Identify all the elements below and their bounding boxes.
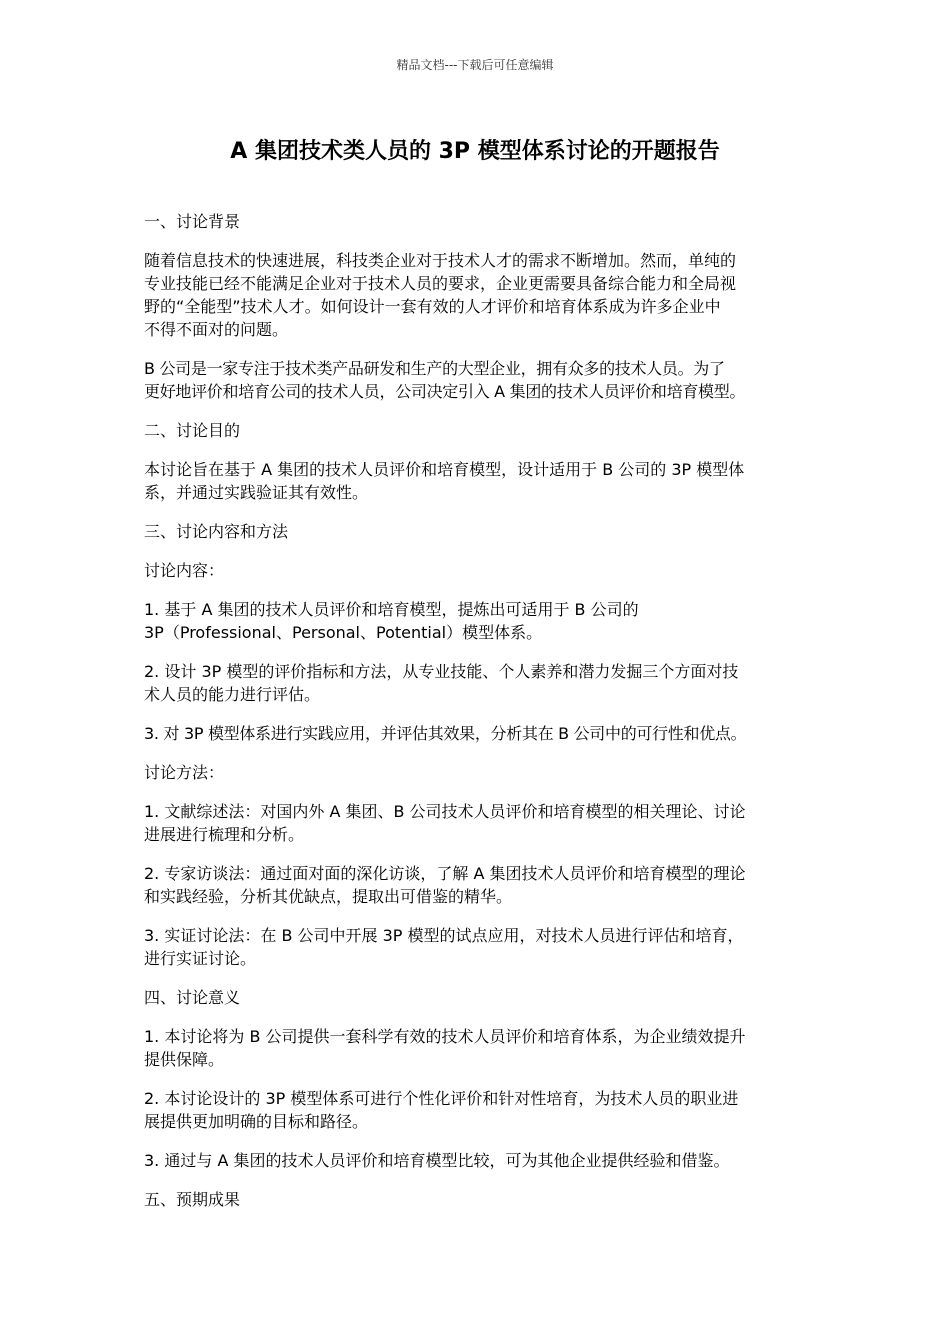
- method-item-2: 2. 专家访谈法：通过面对面的深化访谈，了解 A 集团技术人员评价和培育模型的理论 和实践经验，分析其优缺点，提取出可借鉴的精华。: [144, 864, 746, 906]
- paragraph-purpose: 本讨论旨在基于 A 集团的技术人员评价和培育模型，设计适用于 B 公司的 3P 模型体 系，并通过实践验证其有效性。: [144, 460, 745, 502]
- content-item-1: 1. 基于 A 集团的技术人员评价和培育模型，提炼出可适用于 B 公司的 3P（Professional、Personal、Potential）模型体系。: [144, 600, 639, 642]
- method-item-3: 3. 实证讨论法：在 B 公司中开展 3P 模型的试点应用，对技术人员进行评估和培育， 进行实证讨论。: [144, 926, 744, 968]
- content-item-3: 3. 对 3P 模型体系进行实践应用，并评估其效果，分析其在 B 公司中的可行性和优点。: [144, 724, 747, 743]
- paragraph-background-1: 随着信息技术的快速进展，科技类企业对于技术人才的需求不断增加。然而，单纯的 专业技能已经不能满足企业对于技术人员的要求，企业更需要具备综合能力和全局视 野的“全能型”技术人才。如何设计一套有效的人才评价和培育体系成为许多企业中 不得不面对的问题。: [144, 251, 737, 339]
- document-body: [144, 210, 806, 1227]
- section-heading-significance: 四、讨论意义: [144, 988, 241, 1007]
- method-label: 讨论方法：: [144, 763, 225, 782]
- content-item-2: 2. 设计 3P 模型的评价指标和方法，从专业技能、个人素养和潜力发掘三个方面对技 术人员的能力进行评估。: [144, 662, 739, 704]
- document-title: A 集团技术类人员的 3P 模型体系讨论的开题报告: [230, 139, 720, 164]
- method-item-1: 1. 文献综述法：对国内外 A 集团、B 公司技术人员评价和培育模型的相关理论、讨论 进展进行梳理和分析。: [144, 802, 746, 844]
- paragraph-background-2: B 公司是一家专注于技术类产品研发和生产的大型企业，拥有众多的技术人员。为了 更好地评价和培育公司的技术人员，公司决定引入 A 集团的技术人员评价和培育模型。: [144, 359, 746, 401]
- section-heading-background: 一、讨论背景: [144, 212, 241, 231]
- significance-item-1: 1. 本讨论将为 B 公司提供一套科学有效的技术人员评价和培育体系，为企业绩效提升 提供保障。: [144, 1027, 746, 1069]
- significance-item-2: 2. 本讨论设计的 3P 模型体系可进行个性化评价和针对性培育，为技术人员的职业进 展提供更加明确的目标和路径。: [144, 1089, 739, 1131]
- section-heading-content-method: 三、讨论内容和方法: [144, 522, 289, 541]
- section-heading-expected-results: 五、预期成果: [144, 1190, 241, 1209]
- content-label: 讨论内容：: [144, 561, 225, 580]
- page-header-note: 精品文档---下载后可任意编辑: [396, 58, 554, 72]
- significance-item-3: 3. 通过与 A 集团的技术人员评价和培育模型比较，可为其他企业提供经验和借鉴。: [144, 1151, 730, 1170]
- section-heading-purpose: 二、讨论目的: [144, 421, 241, 440]
